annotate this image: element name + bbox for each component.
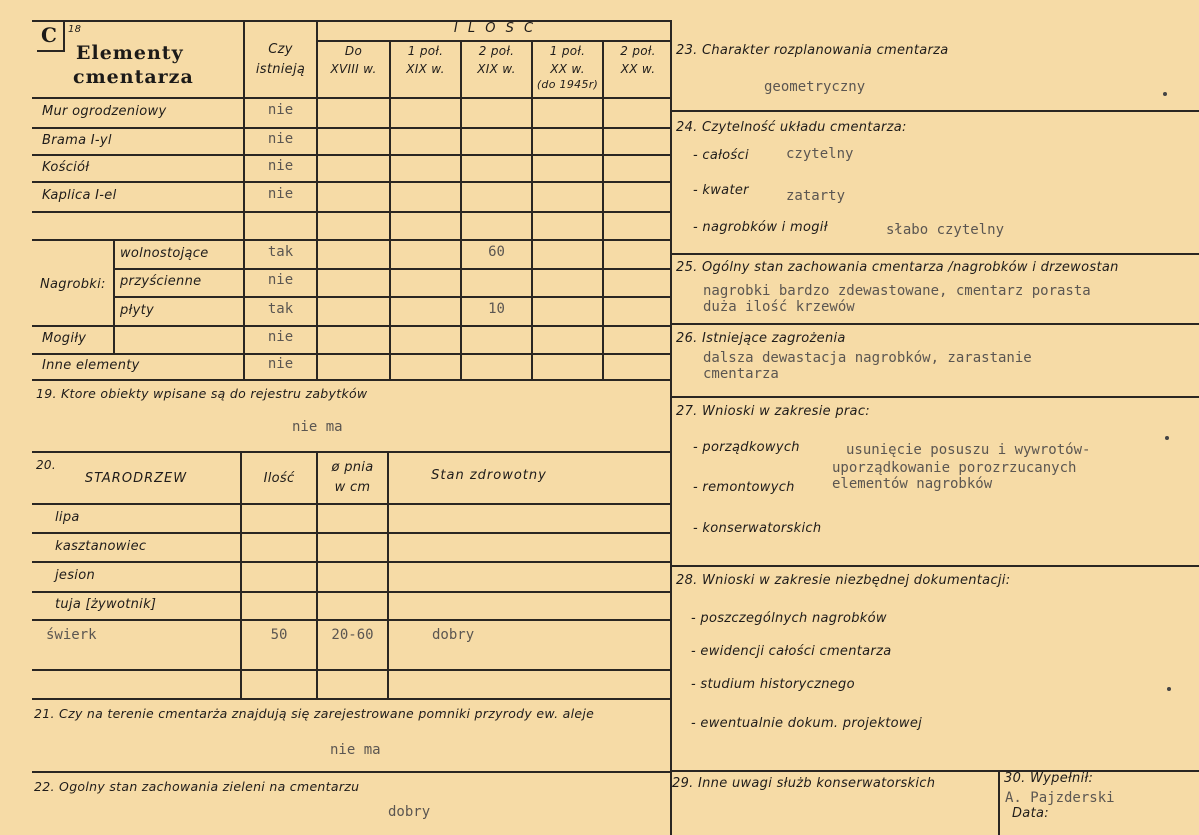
q19-label: 19. Ktore obiekty wpisane są do rejestru zabytków (36, 386, 368, 401)
q27-item: - porządkowych (693, 440, 800, 455)
divider (531, 40, 533, 380)
divider (32, 379, 672, 381)
q23-answer: geometryczny (764, 79, 866, 95)
q28-item: - ewentualnie dokum. projektowej (691, 716, 923, 731)
element-exists-value: tak (267, 244, 294, 260)
q30-date-label: Data: (1012, 806, 1049, 821)
q24-item-label: - całości (693, 148, 749, 163)
period-header-line2: XVIII w. (330, 62, 377, 76)
q22-label: 22. Ogolny stan zachowania zieleni na cmentarzu (34, 779, 360, 794)
divider (32, 532, 672, 534)
q26-answer-2: cmentarza (703, 366, 779, 382)
divider (32, 97, 672, 99)
divider (113, 296, 672, 298)
element-exists-value: tak (267, 301, 294, 317)
q27-answer-3: elementów nagrobków (832, 476, 993, 492)
ilosc-header: I L O S C (453, 21, 537, 36)
q21-answer: nie ma (330, 742, 381, 758)
divider (32, 561, 672, 563)
element-label: Mogiły (42, 331, 87, 346)
tree-name: jesion (55, 568, 95, 583)
q30-name: A. Pajzderski (1005, 790, 1115, 806)
q25-answer-1: nagrobki bardzo zdewastowane, cmentarz porasta (703, 283, 1091, 299)
q20-number: 20. (36, 458, 56, 472)
q27-item: - remontowych (693, 480, 795, 495)
diameter-header-2: w cm (334, 480, 371, 495)
tree-count: 50 (270, 627, 288, 643)
element-exists-value: nie (267, 356, 294, 372)
ink-speck (1167, 687, 1171, 691)
element-count-value: 60 (488, 244, 505, 260)
tree-name: kasztanowiec (55, 539, 147, 554)
divider (670, 110, 1199, 112)
divider (670, 253, 1199, 255)
element-label: płyty (120, 303, 154, 318)
divider (32, 154, 672, 156)
divider (32, 503, 672, 505)
section-letter-box (37, 20, 65, 52)
divider (240, 451, 242, 698)
q28-item: - poszczególnych nagrobków (691, 611, 887, 626)
divider (460, 40, 462, 380)
ilosc-col-header: Ilość (263, 471, 295, 486)
element-label: przyścienne (120, 274, 202, 289)
divider (389, 40, 391, 380)
element-label: Mur ogrodzeniowy (42, 104, 167, 119)
element-exists-value: nie (267, 329, 294, 345)
divider (32, 325, 672, 327)
divider (32, 771, 672, 773)
divider (670, 770, 1199, 772)
element-count-value: 10 (488, 301, 505, 317)
divider (318, 40, 672, 42)
ink-speck (1163, 92, 1167, 96)
divider (32, 239, 672, 241)
starodrzew-header: STARODRZEW (84, 471, 188, 486)
q24-item-answer: czytelny (786, 146, 854, 162)
czy-header-2: istnieją (255, 62, 306, 77)
tree-health: dobry (432, 627, 475, 643)
divider (670, 565, 1199, 567)
section-letter: C (41, 23, 58, 47)
period-header-line1: 1 poł. (549, 44, 586, 58)
q29-label: 29. Inne uwagi służb konserwatorskich (672, 776, 936, 791)
element-exists-value: nie (267, 272, 294, 288)
element-exists-value: nie (267, 131, 294, 147)
q28-label: 28. Wnioski w zakresie niezbędnej dokumentacji: (676, 573, 1011, 588)
tree-name: świerk (46, 627, 97, 643)
element-label: Inne elementy (42, 358, 140, 373)
divider (998, 770, 1000, 835)
divider (670, 396, 1199, 398)
period-header-line2: XX w. (550, 62, 585, 76)
period-header-line1: 2 poł. (478, 44, 515, 58)
tree-diameter: 20-60 (331, 627, 374, 643)
q21-label: 21. Czy na terenie cmentarża znajdują się zarejestrowane pomniki przyrody ew. aleje (34, 706, 595, 721)
q25-answer-2: duża ilość krzewów (703, 299, 855, 315)
tree-name: lipa (55, 510, 80, 525)
q30-label: 30. Wypełnił: (1004, 771, 1094, 786)
period-header-line2: XX w. (620, 62, 656, 76)
q25-label: 25. Ogólny stan zachowania cmentarza /nagrobków i drzewostan (676, 260, 1119, 275)
health-header: Stan zdrowotny (431, 468, 547, 483)
divider (113, 239, 115, 353)
divider (32, 181, 672, 183)
q24-label: 24. Czytelność układu cmentarza: (676, 120, 907, 135)
element-label: Kościół (42, 160, 90, 175)
czy-header-1: Czy (268, 42, 293, 57)
q19-answer: nie ma (292, 419, 343, 435)
divider (32, 451, 672, 453)
period-header-line1: Do (344, 44, 363, 58)
q26-answer-1: dalsza dewastacja nagrobków, zarastanie (703, 350, 1032, 366)
q22-answer: dobry (388, 804, 431, 820)
center-divider (670, 20, 672, 835)
element-label: Kaplica I-el (42, 188, 117, 203)
divider (32, 619, 672, 621)
period-header-line3: (do 1945r) (536, 78, 599, 91)
divider (32, 353, 672, 355)
ink-speck (1165, 436, 1169, 440)
q27-item: - konserwatorskich (693, 521, 822, 536)
section-number: 18 (68, 24, 82, 35)
q27-label: 27. Wnioski w zakresie prac: (676, 404, 870, 419)
period-header-line1: 2 poł. (620, 44, 656, 58)
q27-answer-2: uporządkowanie porozrzucanych (832, 460, 1077, 476)
q23-label: 23. Charakter rozplanowania cmentarza (676, 43, 949, 58)
divider (387, 451, 389, 698)
element-exists-value: nie (267, 158, 294, 174)
period-header-line1: 1 poł. (407, 44, 444, 58)
divider (32, 698, 672, 700)
element-label: wolnostojące (120, 246, 209, 261)
q24-item-answer: słabo czytelny (886, 222, 1005, 238)
divider (113, 268, 672, 270)
nagrobki-label: Nagrobki: (40, 277, 106, 292)
tree-name: tuja [żywotnik] (55, 597, 157, 612)
q28-item: - studium historycznego (691, 677, 855, 692)
element-label: Brama I-yl (42, 133, 112, 148)
divider (32, 211, 672, 213)
divider (32, 591, 672, 593)
divider (32, 669, 672, 671)
q27-answer-1: usunięcie posuszu i wywrotów- (846, 442, 1091, 458)
q26-label: 26. Istniejące zagrożenia (676, 331, 846, 346)
q24-item-answer: zatarty (786, 188, 846, 204)
page-title-line1: Elementy (76, 42, 184, 64)
q24-item-label: - kwater (693, 183, 749, 198)
divider (32, 127, 672, 129)
period-header-line2: XIX w. (406, 62, 445, 76)
divider (602, 40, 604, 380)
divider (670, 323, 1199, 325)
element-exists-value: nie (267, 186, 294, 202)
q28-item: - ewidencji całości cmentarza (691, 644, 892, 659)
diameter-header-1: ø pnia (331, 460, 374, 475)
page-title-line2: cmentarza (73, 66, 194, 88)
period-header-line2: XIX w. (477, 62, 516, 76)
element-exists-value: nie (267, 102, 294, 118)
q24-item-label: - nagrobków i mogił (693, 220, 828, 235)
